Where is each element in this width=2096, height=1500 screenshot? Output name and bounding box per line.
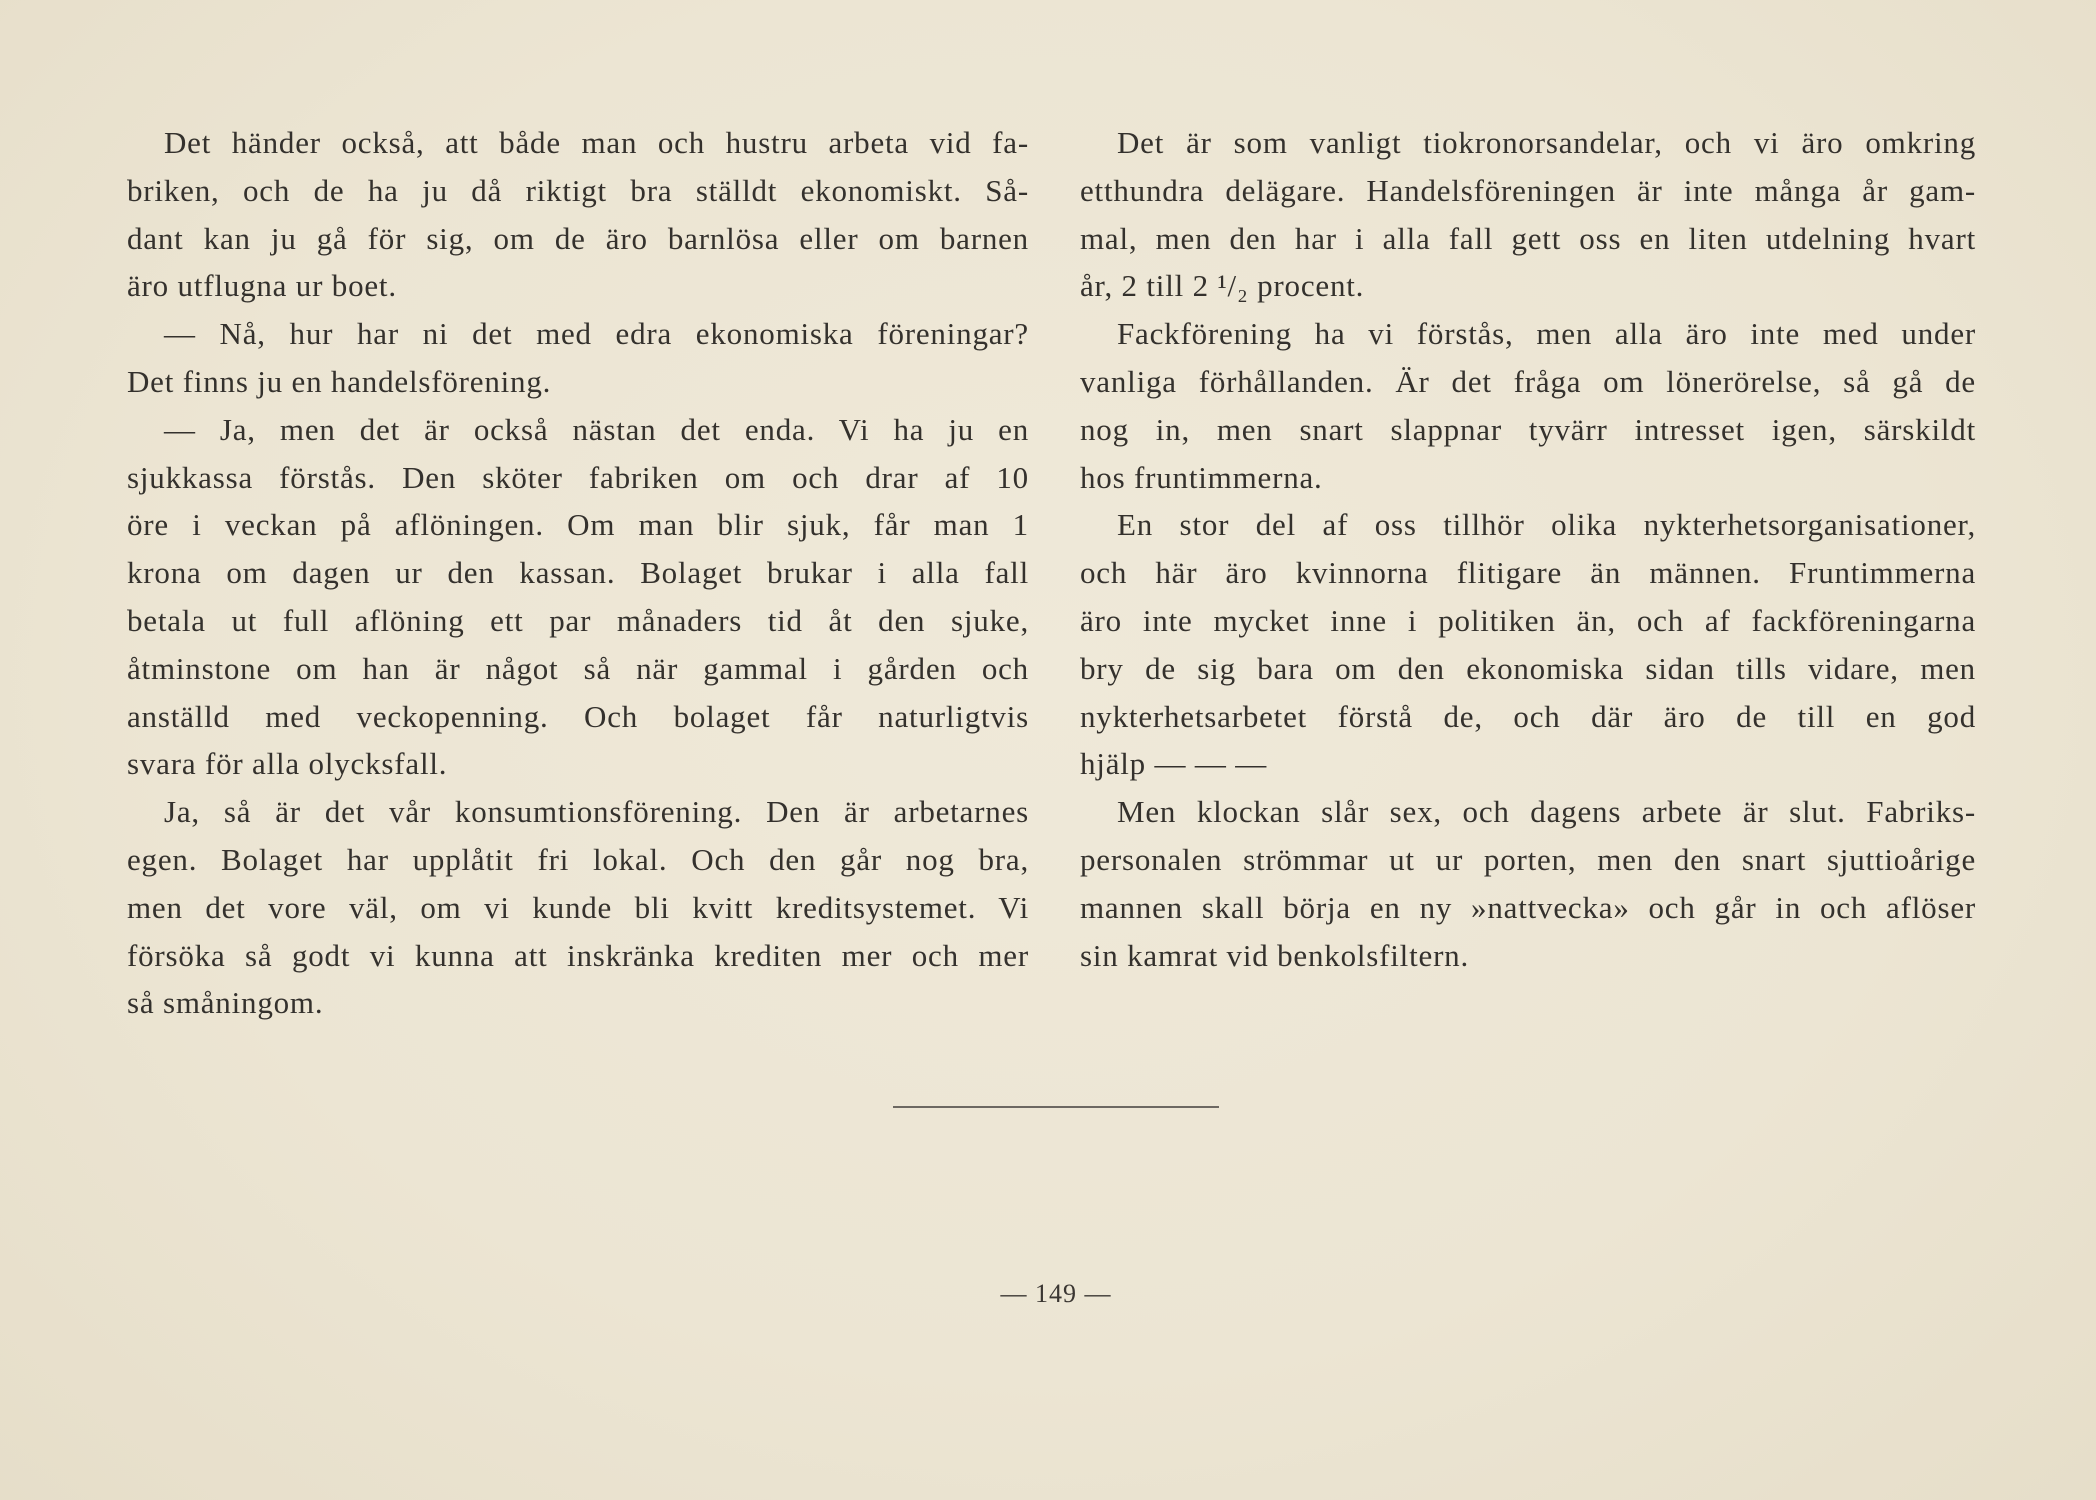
section-divider bbox=[893, 1106, 1219, 1108]
text-line: personalen strömmar ut ur porten, men den snart sjuttioårige bbox=[1080, 841, 1976, 877]
text-line: Fackförening ha vi förstås, men alla äro inte med under bbox=[1117, 316, 1976, 352]
text-line: anställd med veckopenning. Och bolaget får naturligtvis bbox=[127, 698, 1029, 734]
text-line: men det vore väl, om vi kunde bli kvitt kreditsystemet. Vi bbox=[127, 889, 1029, 925]
text-line: etthundra delägare. Handelsföreningen är inte många år gam- bbox=[1080, 172, 1976, 208]
paragraph bbox=[127, 788, 1029, 1027]
text-line: Det är som vanligt tiokronorsandelar, och vi äro omkring bbox=[1117, 125, 1976, 160]
text-line: öre i veckan på aflöningen. Om man blir sjuk, får man 1 bbox=[127, 507, 1029, 543]
paragraph bbox=[1080, 119, 1976, 310]
text-line: mannen skall börja en ny »nattvecka» och går in och aflöser bbox=[1080, 889, 1976, 925]
paragraph bbox=[1080, 788, 1976, 979]
text-line: — Nå, hur har ni det med edra ekonomiska föreningar? bbox=[164, 316, 1029, 352]
text-line: betala ut full aflöning ett par månaders tid åt den sjuke, bbox=[127, 602, 1029, 638]
text-line: äro inte mycket inne i politiken än, och af fackföreningarna bbox=[1080, 602, 1976, 638]
text-line: nog in, men snart slappnar tyvärr intresset igen, särskildt bbox=[1080, 411, 1976, 447]
right-column bbox=[1080, 119, 1976, 979]
text-line: år, 2 till 2 ¹/₂ procent. bbox=[1080, 268, 1365, 304]
paragraph bbox=[127, 406, 1029, 788]
text-line: åtminstone om han är något så när gammal i gården och bbox=[127, 650, 1029, 686]
left-column bbox=[127, 119, 1029, 1027]
text-line: sjukkassa förstås. Den sköter fabriken om och drar af 10 bbox=[127, 459, 1029, 495]
text-line: hos fruntimmerna. bbox=[1080, 459, 1323, 495]
text-line: svara för alla olycksfall. bbox=[127, 746, 448, 782]
paragraph bbox=[1080, 310, 1976, 501]
text-line: Det finns ju en handelsförening. bbox=[127, 363, 552, 399]
text-line: briken, och de ha ju då riktigt bra ställdt ekonomiskt. Så- bbox=[127, 172, 1029, 208]
text-line: dant kan ju gå för sig, om de äro barnlösa eller om barnen bbox=[127, 220, 1029, 256]
text-line: mal, men den har i alla fall gett oss en liten utdelning hvart bbox=[1080, 220, 1976, 256]
paragraph bbox=[127, 310, 1029, 406]
text-line: så småningom. bbox=[127, 985, 324, 1021]
paragraph bbox=[1080, 501, 1976, 788]
paragraph bbox=[127, 119, 1029, 310]
text-line: Det händer också, att både man och hustru arbeta vid fa- bbox=[164, 125, 1029, 160]
text-line: hjälp — — — bbox=[1080, 746, 1268, 782]
text-line: bry de sig bara om den ekonomiska sidan tills vidare, men bbox=[1080, 650, 1976, 686]
text-line: krona om dagen ur den kassan. Bolaget brukar i alla fall bbox=[127, 555, 1029, 591]
page-number: — 149 — bbox=[1000, 1279, 1112, 1308]
text-line: — Ja, men det är också nästan det enda. Vi ha ju en bbox=[164, 411, 1029, 447]
text-line: Ja, så är det vår konsumtionsförening. Den är arbetarnes bbox=[164, 794, 1029, 830]
text-line: nykterhetsarbetet förstå de, och där äro de till en god bbox=[1080, 698, 1976, 734]
text-line: En stor del af oss tillhör olika nykterhetsorganisationer, bbox=[1117, 507, 1976, 543]
text-line: och här äro kvinnorna flitigare än männen. Fruntimmerna bbox=[1080, 555, 1976, 591]
text-line: egen. Bolaget har upplåtit fri lokal. Och den går nog bra, bbox=[127, 841, 1029, 877]
text-line: försöka så godt vi kunna att inskränka krediten mer och mer bbox=[127, 937, 1029, 973]
text-line: Men klockan slår sex, och dagens arbete är slut. Fabriks- bbox=[1117, 794, 1976, 830]
text-line: sin kamrat vid benkolsfiltern. bbox=[1080, 937, 1470, 973]
text-line: äro utflugna ur boet. bbox=[127, 268, 397, 304]
text-line: vanliga förhållanden. Är det fråga om lönerörelse, så gå de bbox=[1080, 363, 1976, 399]
